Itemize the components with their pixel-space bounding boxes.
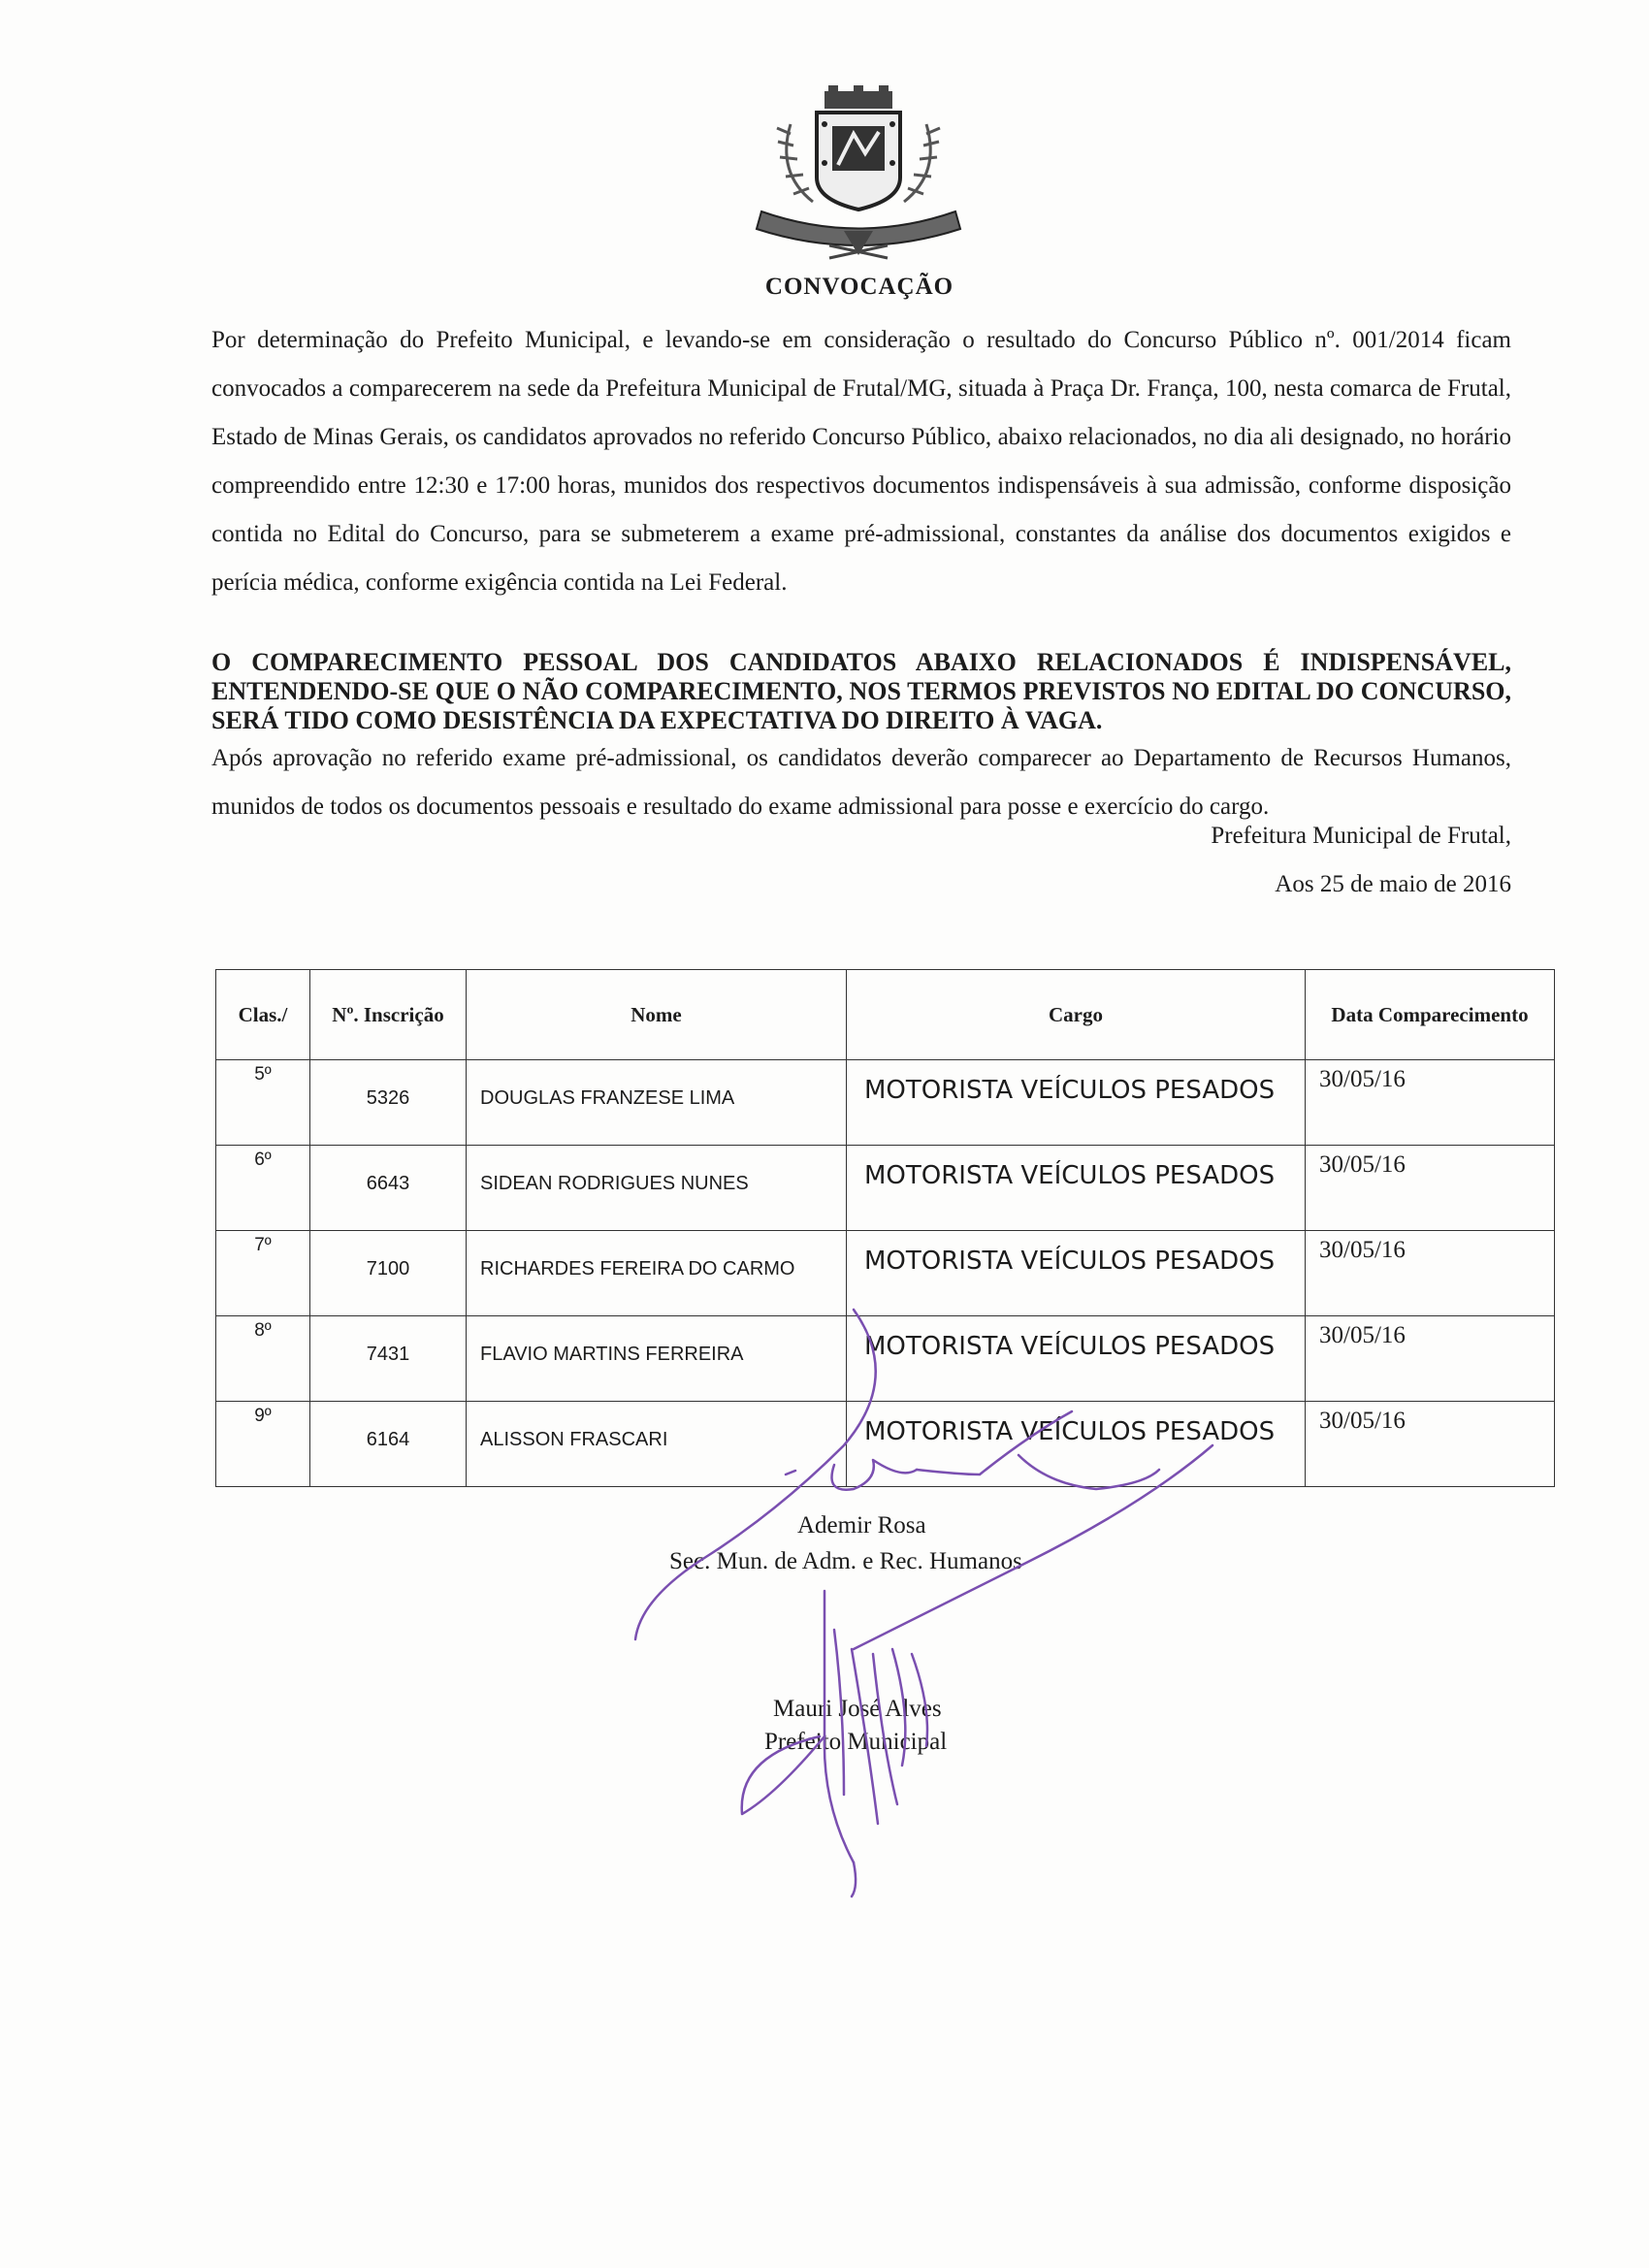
cell-clas: 9º [216,1402,310,1487]
cell-nome: RICHARDES FEREIRA DO CARMO [467,1231,847,1316]
cell-inscricao: 6164 [310,1402,467,1487]
post-exam-paragraph: Após aprovação no referido exame pré-admissional, os candidatos deverão comparecer ao Departamento de Recursos Humanos, munidos de todos os documentos pessoais e resultado do exame admissional para posse e exercício do cargo. [211,745,1511,820]
candidates-table [215,969,1555,1487]
cell-cargo: MOTORISTA VEÍCULOS PESADOS [847,1402,1306,1487]
signatory-2-name: Mauri José Alves [773,1696,942,1722]
coat-of-arms-icon [737,85,980,260]
signatory-2-role: Prefeito Municipal [764,1729,948,1755]
cell-data: 30/05/16 [1306,1146,1555,1231]
table-row [216,1146,1555,1231]
table-row [216,1402,1555,1487]
attendance-notice: O COMPARECIMENTO PESSOAL DOS CANDIDATOS ABAIXO RELACIONADOS É INDISPENSÁVEL, ENTENDENDO-SE QUE O NÃO COMPARECIMENTO, NOS TERMOS PREVISTOS NO EDITAL DO CONCURSO, SERÁ TIDO COMO DESISTÊNCIA DA EXPECTATIVA DO DIREITO À VAGA. [211,648,1511,734]
cell-nome: DOUGLAS FRANZESE LIMA [467,1060,847,1146]
cell-cargo: MOTORISTA VEÍCULOS PESADOS [847,1316,1306,1402]
convocation-paragraph: Por determinação do Prefeito Municipal, e levando-se em consideração o resultado do Concurso Público nº. 001/2014 ficam convocados a comparecerem na sede da Prefeitura Municipal de Frutal/MG, situada à Praça Dr. França, 100, nesta comarca de Frutal, Estado de Minas Gerais, os candidatos aprovados no referido Concurso Público, abaixo relacionados, no dia ali designado, no horário compreendido entre 12:30 e 17:00 horas, munidos dos respectivos documentos indispensáveis à sua admissão, conforme disposição contida no Edital do Concurso, para se submeterem a exame pré-admissional, constantes da análise dos documentos exigidos e perícia médica, conforme exigência contida na Lei Federal. [211,327,1511,596]
cell-inscricao: 5326 [310,1060,467,1146]
header-inscricao: Nº. Inscrição [310,970,467,1060]
issue-date: Aos 25 de maio de 2016 [1275,871,1511,897]
cell-nome: SIDEAN RODRIGUES NUNES [467,1146,847,1231]
cell-inscricao: 7431 [310,1316,467,1402]
cell-data: 30/05/16 [1306,1316,1555,1402]
signatory-1-name: Ademir Rosa [797,1512,926,1539]
cell-clas: 5º [216,1060,310,1146]
signatory-1-role: Sec. Mun. de Adm. e Rec. Humanos [669,1548,1022,1574]
document-title: CONVOCAÇÃO [764,274,954,300]
table-header-row [216,970,1555,1060]
cell-nome: FLAVIO MARTINS FERREIRA [467,1316,847,1402]
table-row [216,1231,1555,1316]
issuing-office: Prefeitura Municipal de Frutal, [1211,823,1511,849]
header-cargo: Cargo [847,970,1306,1060]
header-data: Data Comparecimento [1306,970,1555,1060]
cell-inscricao: 6643 [310,1146,467,1231]
header-nome: Nome [467,970,847,1060]
cell-cargo: MOTORISTA VEÍCULOS PESADOS [847,1146,1306,1231]
cell-data: 30/05/16 [1306,1231,1555,1316]
cell-clas: 8º [216,1316,310,1402]
cell-inscricao: 7100 [310,1231,467,1316]
header-clas: Clas./ [216,970,310,1060]
table-row [216,1060,1555,1146]
cell-cargo: MOTORISTA VEÍCULOS PESADOS [847,1231,1306,1316]
cell-cargo: MOTORISTA VEÍCULOS PESADOS [847,1060,1306,1146]
cell-data: 30/05/16 [1306,1060,1555,1146]
cell-clas: 7º [216,1231,310,1316]
cell-clas: 6º [216,1146,310,1231]
signature-2-stroke [824,1591,927,1863]
table-row [216,1316,1555,1402]
cell-nome: ALISSON FRASCARI [467,1402,847,1487]
cell-data: 30/05/16 [1306,1402,1555,1487]
